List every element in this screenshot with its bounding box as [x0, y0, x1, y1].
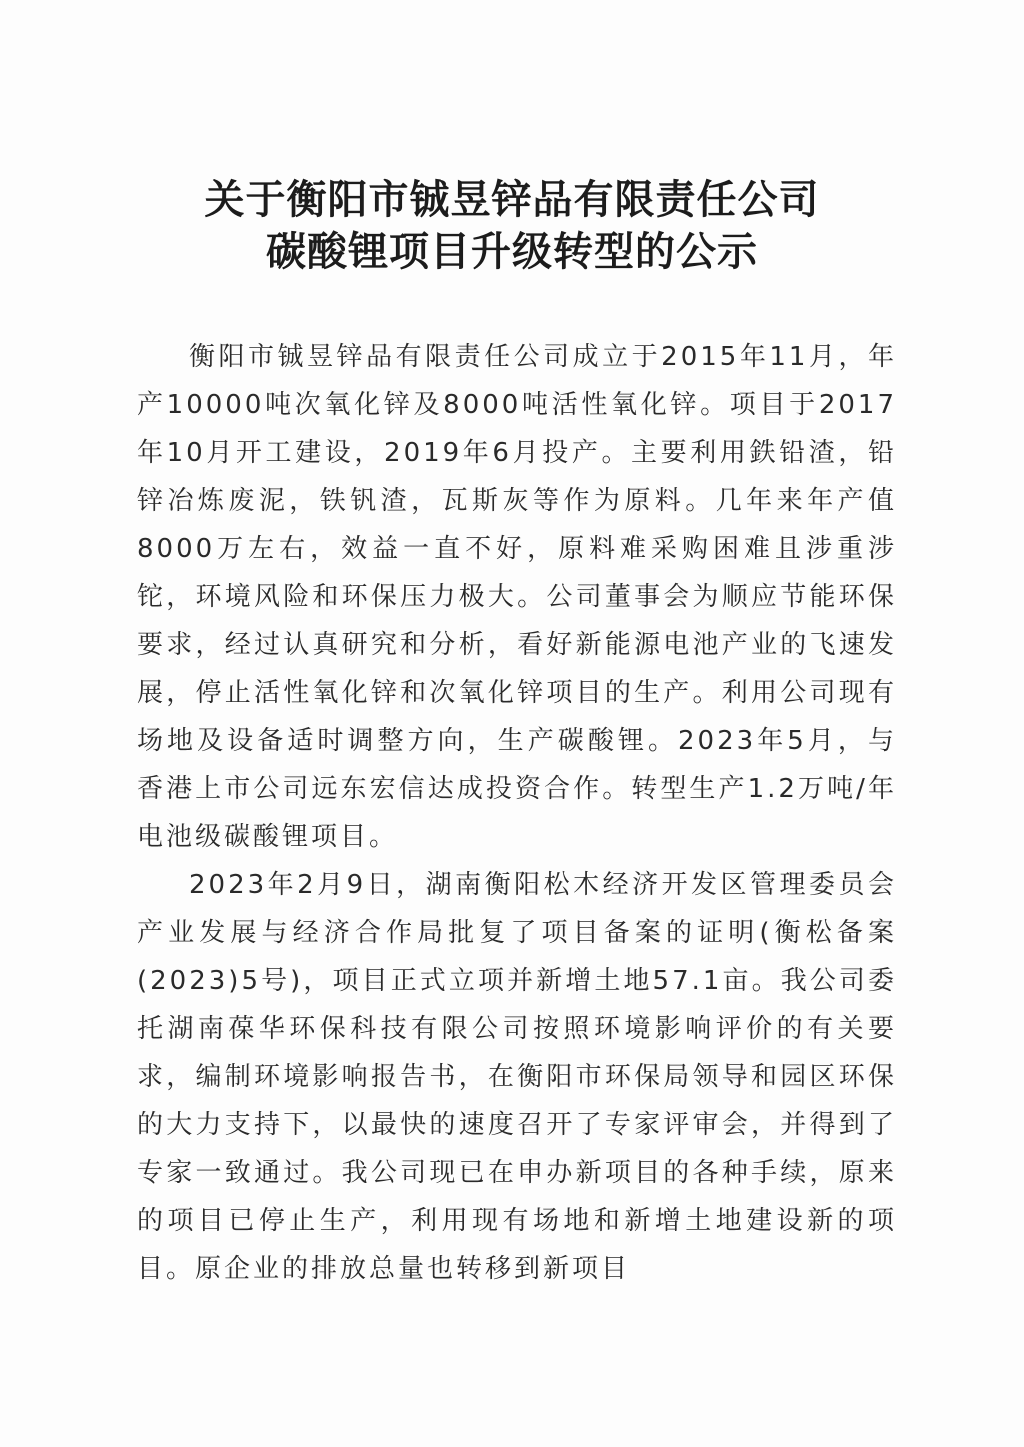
body-paragraph-1: 衡阳市铖昱锌品有限责任公司成立于2015年11月，年产10000吨次氧化锌及8000吨活性氧化锌。项目于2017年10月开工建设，2019年6月投产。主要利用鉄铅渣，铅锌冶炼废泥，铁钒渣，瓦斯灰等作为原料。几年来年产值8000万左右，效益一直不好，原料难采购困难且涉重涉铊，环境风险和环保压力极大。公司董事会为顺应节能环保要求，经过认真研究和分析，看好新能源电池产业的飞速发展，停止活性氧化锌和次氧化锌项目的生产。利用公司现有场地及设备适时调整方向，生产碳酸锂。2023年5月，与香港上市公司远东宏信达成投资合作。转型生产1.2万吨/年电池级碳酸锂项目。	[137, 342, 897, 852]
document-body	[137, 333, 897, 1293]
document-title-line-2: 碳酸锂项目升级转型的公示	[266, 228, 758, 275]
body-paragraph-2: 2023年2月9日，湖南衡阳松木经济开发区管理委员会产业发展与经济合作局批复了项目备案的证明(衡松备案(2023)5号)，项目正式立项并新增土地57.1亩。我公司委托湖南葆华环保科技有限公司按照环境影响评价的有关要求，编制环境影响报告书，在衡阳市环保局领导和园区环保的大力支持下，以最快的速度召开了专家评审会，并得到了专家一致通过。我公司现已在申办新项目的各种手续，原来的项目已停止生产，利用现有场地和新增土地建设新的项目。原企业的排放总量也转移到新项目	[137, 870, 897, 1284]
document-title-line-1: 关于衡阳市铖昱锌品有限责任公司	[204, 176, 820, 223]
